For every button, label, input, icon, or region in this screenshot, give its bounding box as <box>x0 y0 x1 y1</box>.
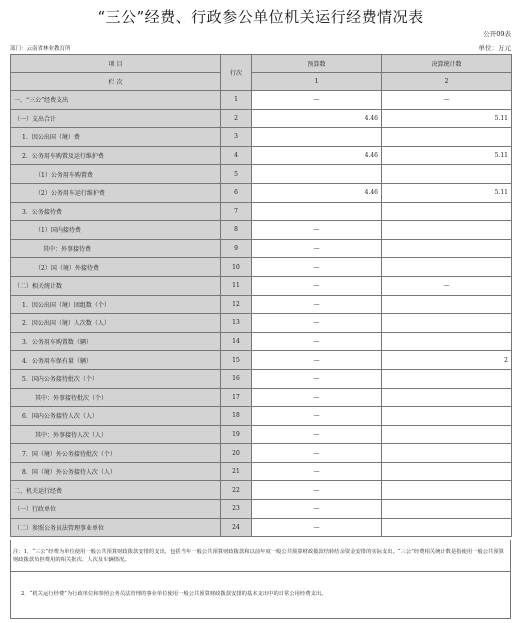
row-item: 4．公务用车保有量（辆） <box>11 351 221 370</box>
table-row <box>11 221 512 240</box>
table-row <box>11 425 512 444</box>
unit-label: 单位：万元 <box>478 44 511 52</box>
row-line-no: 1 <box>221 91 252 110</box>
table-row <box>11 239 512 258</box>
row-item: 其中：外事接待费 <box>11 239 221 258</box>
row-item: （1）国内接待费 <box>11 221 221 240</box>
row-item: 1．因公出国（境）费 <box>11 128 221 147</box>
row-actual <box>382 239 512 258</box>
row-actual <box>382 258 512 277</box>
table-row <box>11 351 512 370</box>
row-budget: — <box>252 332 382 351</box>
row-budget: — <box>252 481 382 500</box>
row-line-no: 22 <box>221 481 252 500</box>
column-number-1: 1 <box>252 73 382 91</box>
row-item: 5．国内公务接待批次（个） <box>11 369 221 388</box>
row-line-no: 8 <box>221 221 252 240</box>
row-actual <box>382 314 512 333</box>
row-item: 1．因公出国（境）团组数（个） <box>11 295 221 314</box>
row-item: 二、机关运行经费 <box>11 481 221 500</box>
row-budget <box>252 202 382 221</box>
department-label: 部门：云南省林业教育所 <box>10 46 71 52</box>
row-actual: 5.11 <box>382 146 512 165</box>
row-budget: 4.46 <box>252 183 382 202</box>
page-title: “三公”经费、行政参公单位机关运行经费情况表 <box>97 8 424 26</box>
row-actual: 5.11 <box>382 109 512 128</box>
table-row <box>11 388 512 407</box>
row-budget: — <box>252 221 382 240</box>
row-line-no: 23 <box>221 500 252 519</box>
row-item: 6．国内公务接待人次（人） <box>11 407 221 426</box>
table-row <box>11 91 512 110</box>
row-item: 8．国（境）外公务接待人次（人） <box>11 462 221 481</box>
row-actual <box>382 462 512 481</box>
row-actual <box>382 332 512 351</box>
table-row <box>11 295 512 314</box>
table-row <box>11 444 512 463</box>
row-item: 其中：外事接待人次（人） <box>11 425 221 444</box>
expense-table <box>10 54 512 537</box>
row-item: （一）支出合计 <box>11 109 221 128</box>
table-row <box>11 183 512 202</box>
row-line-no: 17 <box>221 388 252 407</box>
row-line-no: 18 <box>221 407 252 426</box>
row-actual <box>382 407 512 426</box>
row-budget: — <box>252 276 382 295</box>
table-row <box>11 332 512 351</box>
table-row <box>11 518 512 537</box>
table-row <box>11 369 512 388</box>
table-row <box>11 258 512 277</box>
table-row <box>11 109 512 128</box>
row-line-no: 20 <box>221 444 252 463</box>
row-actual <box>382 500 512 519</box>
row-budget: — <box>252 91 382 110</box>
row-actual <box>382 165 512 184</box>
row-budget <box>252 165 382 184</box>
row-line-no: 5 <box>221 165 252 184</box>
row-item: 2．因公出国（境）人次数（人） <box>11 314 221 333</box>
table-row <box>11 500 512 519</box>
row-actual: 2 <box>382 351 512 370</box>
row-budget <box>252 128 382 147</box>
header-item: 项 目 <box>11 55 221 73</box>
row-item: （二）参照公务员法管理事业单位 <box>11 518 221 537</box>
row-line-no: 24 <box>221 518 252 537</box>
row-budget: — <box>252 351 382 370</box>
row-line-no: 13 <box>221 314 252 333</box>
row-actual <box>382 295 512 314</box>
row-actual <box>382 221 512 240</box>
row-actual <box>382 128 512 147</box>
row-budget: — <box>252 369 382 388</box>
row-line-no: 10 <box>221 258 252 277</box>
table-row <box>11 407 512 426</box>
column-number-2: 2 <box>382 73 512 91</box>
row-item: 3．公务接待费 <box>11 202 221 221</box>
unit-row <box>10 43 511 53</box>
row-budget: — <box>252 295 382 314</box>
row-line-no: 11 <box>221 276 252 295</box>
row-actual <box>382 388 512 407</box>
table-row <box>11 202 512 221</box>
row-line-no: 9 <box>221 239 252 258</box>
row-line-no: 6 <box>221 183 252 202</box>
row-line-no: 3 <box>221 128 252 147</box>
row-actual <box>382 444 512 463</box>
row-actual: — <box>382 91 512 110</box>
row-line-no: 7 <box>221 202 252 221</box>
row-line-no: 4 <box>221 146 252 165</box>
row-budget: — <box>252 425 382 444</box>
row-budget: — <box>252 239 382 258</box>
table-row <box>11 165 512 184</box>
row-actual: — <box>382 276 512 295</box>
header-actual: 决算统计数 <box>382 55 512 73</box>
row-actual <box>382 369 512 388</box>
row-item: 7．国（境）外公务接待批次（个） <box>11 444 221 463</box>
column-number-row <box>11 73 512 91</box>
row-budget: — <box>252 444 382 463</box>
row-item: 2．公务用车购置及运行维护费 <box>11 146 221 165</box>
row-line-no: 19 <box>221 425 252 444</box>
form-number: 公开09表 <box>483 30 511 38</box>
header-row <box>11 55 512 73</box>
header-budget: 预算数 <box>252 55 382 73</box>
row-line-no: 15 <box>221 351 252 370</box>
row-actual <box>382 202 512 221</box>
row-item: 3．公务用车购置数（辆） <box>11 332 221 351</box>
row-item: （一）行政单位 <box>11 500 221 519</box>
table-row <box>11 314 512 333</box>
table-row <box>11 128 512 147</box>
row-actual <box>382 425 512 444</box>
row-budget: — <box>252 500 382 519</box>
table-row <box>11 481 512 500</box>
row-line-no: 21 <box>221 462 252 481</box>
row-actual <box>382 481 512 500</box>
row-budget: — <box>252 407 382 426</box>
row-line-no: 16 <box>221 369 252 388</box>
row-actual <box>382 518 512 537</box>
notes-divider <box>11 571 510 572</box>
note-1: 注：1．“三公”经费为单位使用一般公共预算财政拨款安排的支出，包括当年一般公共预算财政拨款和以前年度一般公共预算财政拨款结转结余资金安排的实际支出。“三公”经费相关统计数是指使用一般公共预算财政拨款负担费用的相关批次、人次及车辆情况。 <box>13 549 504 563</box>
row-budget: — <box>252 314 382 333</box>
row-item: （2）国（境）外接待费 <box>11 258 221 277</box>
row-line-no: 2 <box>221 109 252 128</box>
row-item: 其中：外事接待批次（个） <box>11 388 221 407</box>
row-item: （1）公务用车购置费 <box>11 165 221 184</box>
row-budget: — <box>252 258 382 277</box>
row-budget: 4.46 <box>252 146 382 165</box>
row-actual: 5.11 <box>382 183 512 202</box>
row-budget: 4.46 <box>252 109 382 128</box>
row-line-no: 12 <box>221 295 252 314</box>
note-2: 2．“机关运行经费”为行政单位和参照公务员法管理的事业单位使用一般公共预算财政拨款安排的基本支出中的日常公用经费支出。 <box>21 591 327 597</box>
row-item: （2）公务用车运行维护费 <box>11 183 221 202</box>
row-budget: — <box>252 388 382 407</box>
column-label: 栏 次 <box>11 73 221 91</box>
row-item: （二）相关统计数 <box>11 276 221 295</box>
table-row <box>11 146 512 165</box>
row-item: 一、“三公”经费支出 <box>11 91 221 110</box>
header-line-no: 行次 <box>221 55 252 91</box>
row-budget: — <box>252 462 382 481</box>
row-line-no: 14 <box>221 332 252 351</box>
table-row <box>11 462 512 481</box>
notes-box <box>10 540 511 619</box>
row-budget: — <box>252 518 382 537</box>
table-row <box>11 276 512 295</box>
